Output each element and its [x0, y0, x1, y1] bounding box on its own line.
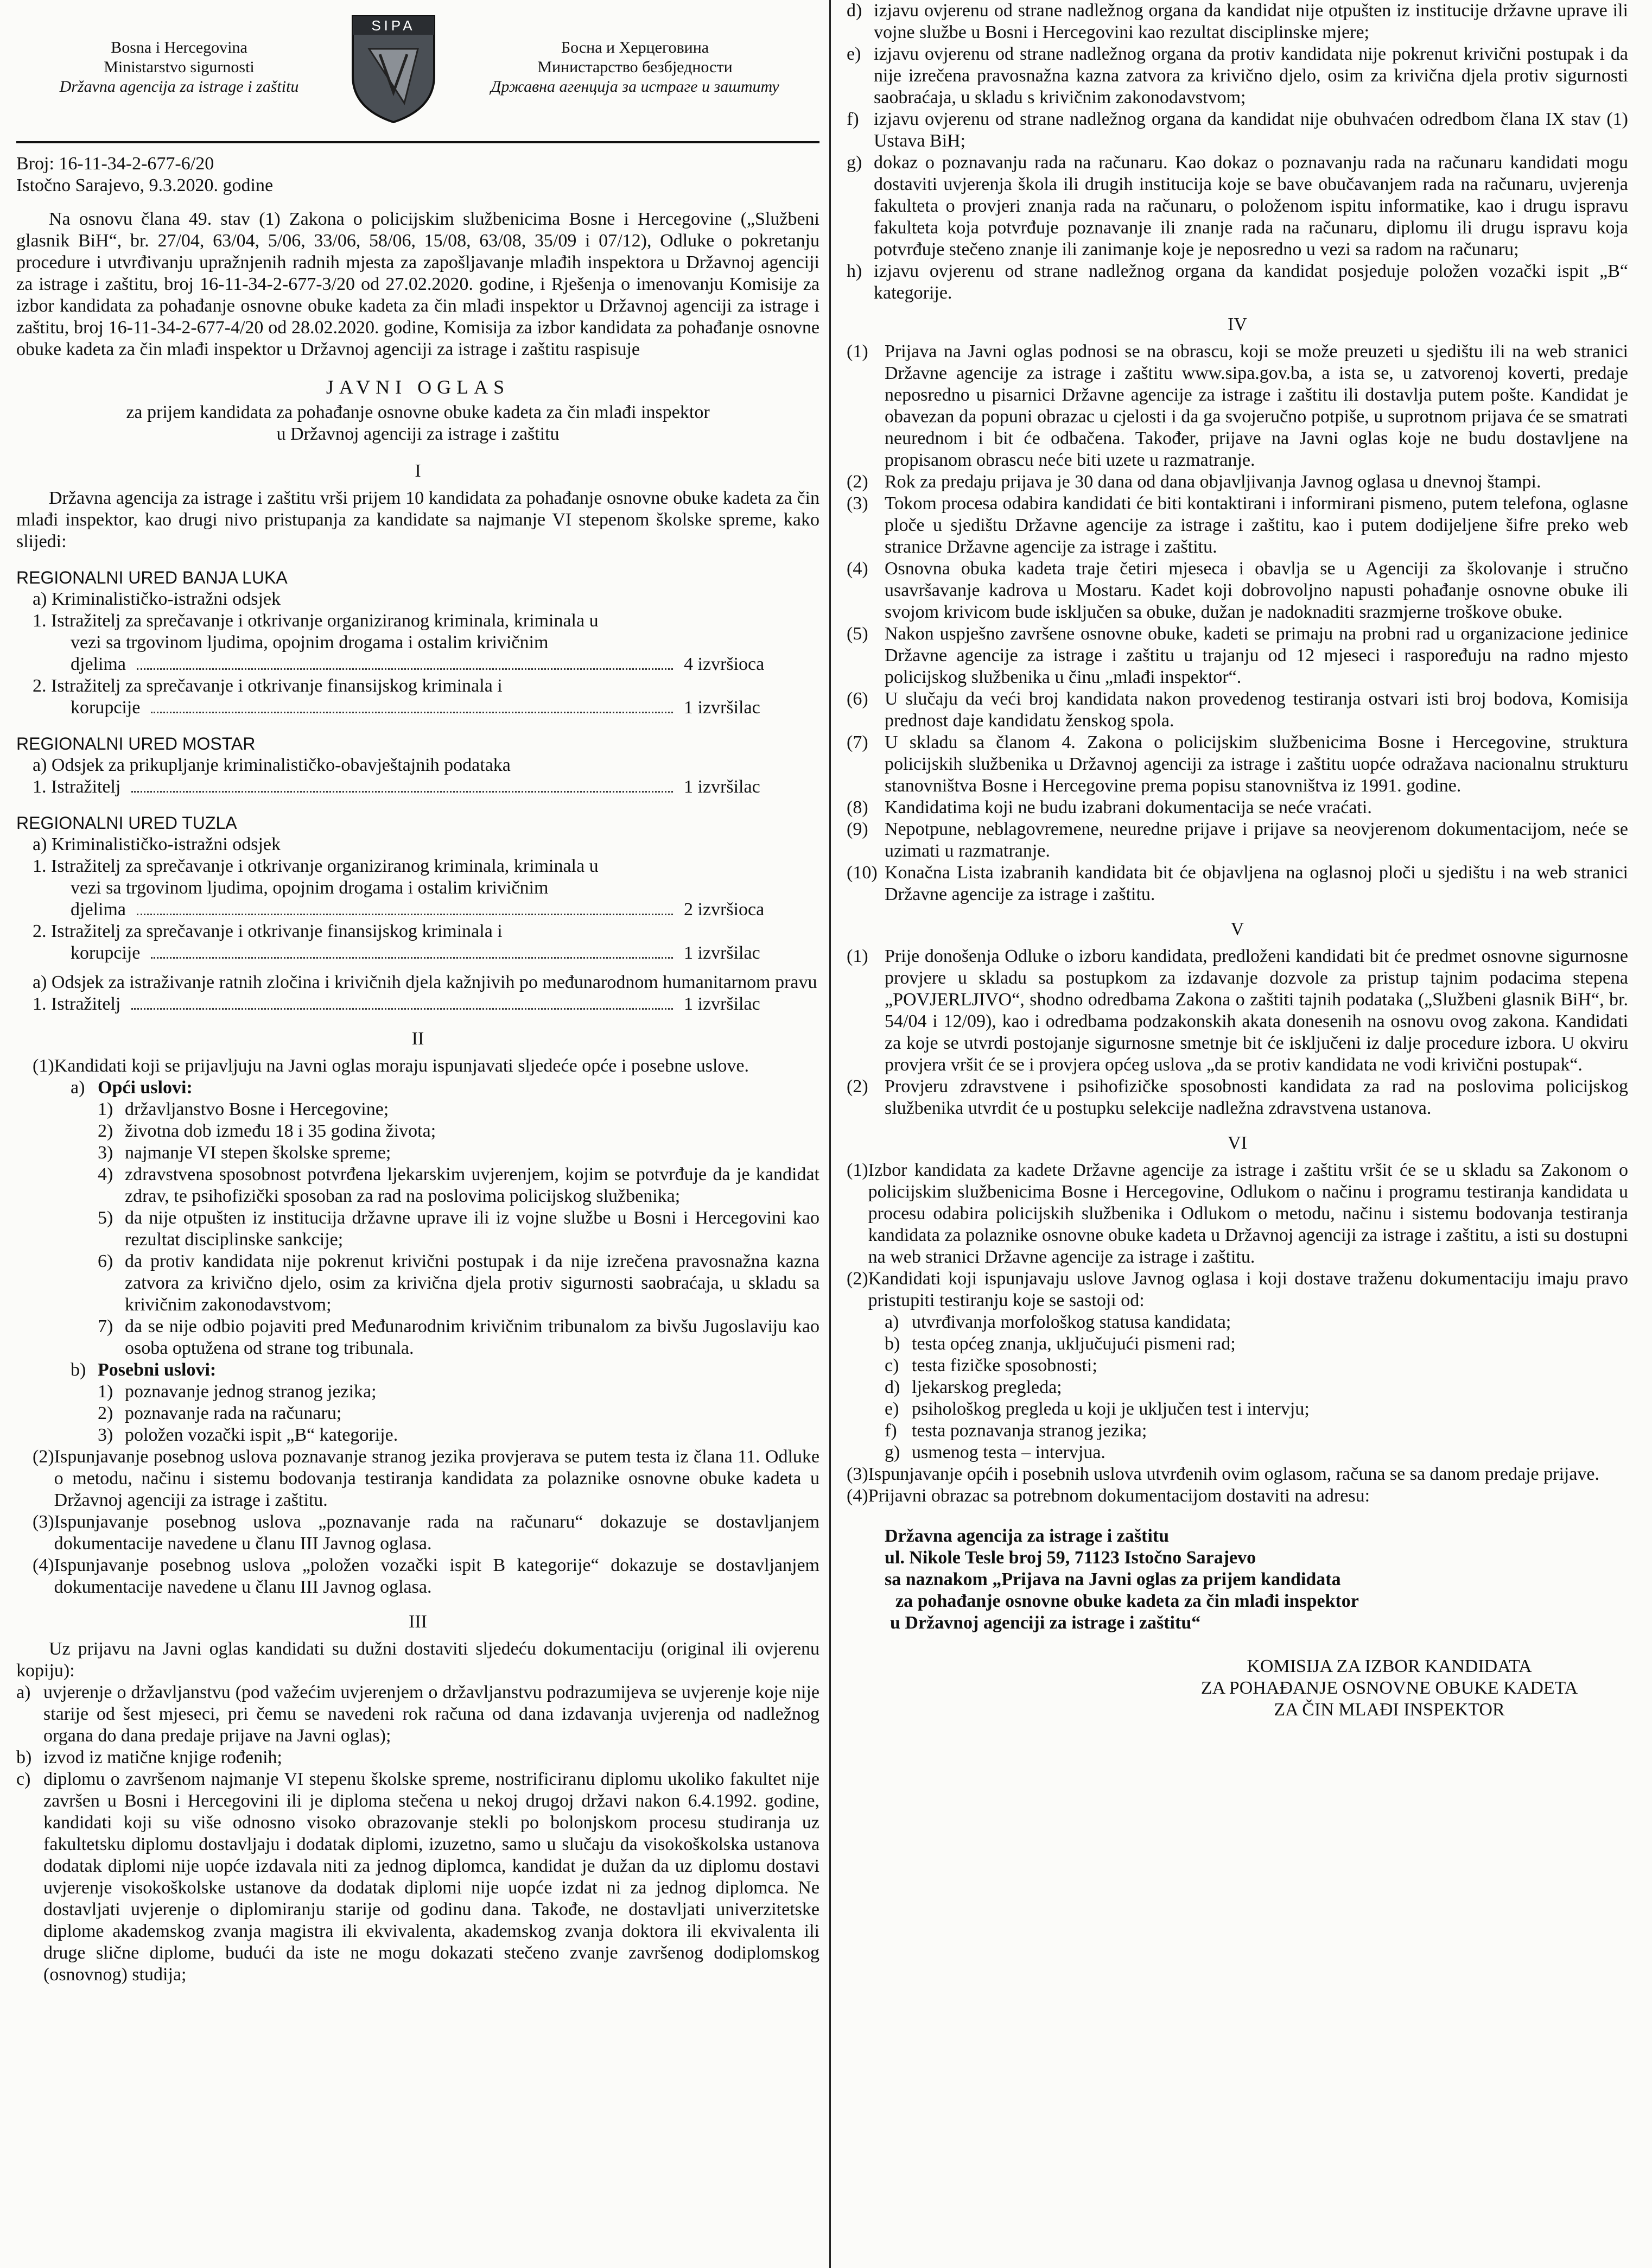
general-conditions-list: [16, 1099, 819, 1359]
general-conditions-heading: a) Opći uslovi:: [71, 1078, 193, 1098]
position-quantity-row: djelima 2 izvršioca: [71, 899, 765, 920]
letterhead-rule: [16, 141, 819, 143]
test-item: f) testa poznavanja stranog jezika;: [885, 1421, 1147, 1441]
numbered-paragraph: (3) Ispunjavanje općih i posebnih uslova utvrđenih ovim oglasom, računa se sa danom predaje prijave.: [847, 1464, 1600, 1484]
position-line: vezi sa trgovinom ljudima, opojnim drogama i ostalim krivičnim: [71, 632, 549, 652]
mailing-address: Državna agencija za istrage i zaštitu ul. Nikole Tesle broj 59, 71123 Istočno Sarajevo sa naznakom „Prijava na Javni oglas za prijem kandidata za pohađanje osnovne obuke kadeta za čin mlađi inspektor u Državnoj agenciji za istrage i zaštitu“: [885, 1526, 1359, 1633]
position-quantity-row: korupcije 1 izvršilac: [71, 698, 760, 718]
position-line: 2. Istražitelj za sprečavanje i otkrivanje finansijskog kriminala i: [33, 921, 503, 941]
right-column: [847, 0, 1628, 2268]
signature-block: KOMISIJA ZA IZBOR KANDIDATA ZA POHAĐANJE OSNOVNE OBUKE KADETA ZA ČIN MLAĐI INSPEKTOR: [1200, 1656, 1578, 1720]
position-quantity-row: 1. Istražitelj 1 izvršilac: [33, 994, 760, 1014]
rule-item: (7) U skladu sa članom 4. Zakona o policijskim službenicima Bosne i Hercegovine, struktura policijskih službenika u Državnoj agenciji za istrage i zaštitu uopće odražava nacionalnu strukturu stanovništva Bosne i Hercegovine prema popisu stanovništva iz 1991. godine.: [847, 732, 1628, 796]
numbered-paragraph: (1) Izbor kandidata za kadete Državne agencije za istrage i zaštitu vršit će se u skladu sa Zakonom o policijskim službenicima Bosne i Hercegovine, Odlukom o načinu i programu testiranja kandidata u procesu odabira policijskih službenika i Odlukom o metodu, načinu i sistemu bodovanja testiranja kandidata za polaznike osnovne obuke kadeta u Državnoj agenciji za istrage i zaštitu, a isti su dostupni na web stranici Državne agencije za istrage i zaštitu.: [847, 1160, 1628, 1267]
section-iii-intro: Uz prijavu na Javni oglas kandidati su dužni dostaviti sljedeću dokumentaciju (original ili ovjerenu kopiju):: [16, 1639, 819, 1681]
documents-list: [16, 1682, 819, 1986]
security-check-list: [847, 946, 1628, 1119]
document-item: f) izjavu ovjerenu od strane nadležnog organa da kandidat nije obuhvaćen odredbom člana IX stav (1) Ustava BiH;: [847, 109, 1628, 151]
letterhead-cyrillic: Босна и Херцеговина Министарство безбједности Државна агенција за истраге и заштиту: [491, 39, 779, 96]
section-heading-ii: II: [411, 1029, 424, 1049]
numbered-paragraph: (2) Kandidati koji ispunjavaju uslove Javnog oglasa i koji dostave traženu dokumentaciju imaju pravo pristupiti testiranju koje se sastoji od:: [847, 1269, 1628, 1310]
letterhead: [16, 0, 819, 141]
test-item: d) ljekarskog pregleda;: [885, 1377, 1062, 1397]
department-line: a) Kriminalističko-istražni odsjek: [33, 589, 281, 609]
tests-list: [847, 1312, 1628, 1464]
special-conditions-heading: b) Posebni uslovi:: [71, 1360, 217, 1380]
rule-item: (5) Nakon uspješno završene osnovne obuke, kadeti se primaju na probni rad u organizacione jedinice Državne agencije za istrage i zaštitu u trajanju od 12 mjeseci i raspoređuju na radno mjesto policijskog službenika u činu „mlađi inspektor“.: [847, 624, 1628, 687]
numbered-paragraph: (4) Ispunjavanje posebnog uslova „položen vozački ispit B kategorije“ dokazuje se dostavljanjem dokumentacije navedene u članu III Javnog oglasa.: [33, 1555, 819, 1597]
general-condition-item: 5) da nije otpušten iz institucija državne uprave ili iz vojne službe u Bosni i Hercegovini kao rezultat disciplinske sankcije;: [98, 1208, 819, 1250]
test-item: a) utvrđivanja morfološkog statusa kandidata;: [885, 1312, 1231, 1332]
position-line: vezi sa trgovinom ljudima, opojnim drogama i ostalim krivičnim: [71, 878, 549, 898]
document-item: b) izvod iz matične knjige rođenih;: [16, 1747, 282, 1767]
special-condition-item: 2) poznavanje rada na računaru;: [98, 1403, 342, 1423]
application-rules-list: [847, 341, 1628, 905]
department-line: a) Odsjek za istraživanje ratnih zločina i krivičnih djela kažnjivih po međunarodnom humanitarnom pravu: [33, 972, 817, 992]
place-date: Istočno Sarajevo, 9.3.2020. godine: [16, 175, 274, 195]
special-condition-item: 1) poznavanje jednog stranog jezika;: [98, 1382, 377, 1402]
general-condition-item: 4) zdravstvena sposobnost potvrđena ljekarskim uvjerenjem, kojim se potvrđuje da je kandidat zdrav, te psihofizički sposoban za rad na poslovima policijskog službenika;: [98, 1164, 819, 1206]
document-item: a) uvjerenje o državljanstvu (pod važećim uvjerenjem o državljanstvu podrazumijeva se uvjerenje koje nije starije od šest mjeseci, pri čemu se navedeni rok računa od dana izdavanja uvjerenja od nadležnog organa do dana predaje prijave na Javni oglas);: [16, 1682, 819, 1746]
notice-subtitle-1: za prijem kandidata za pohađanje osnovne obuke kadeta za čin mlađi inspektor: [126, 402, 710, 422]
test-item: b) testa općeg znanja, uključujući pismeni rad;: [885, 1334, 1236, 1354]
numbered-paragraph: (4) Prijavni obrazac sa potrebnom dokumentacijom dostaviti na adresu:: [847, 1486, 1370, 1506]
region-tuzla: REGIONALNI URED TUZLA: [16, 813, 237, 833]
numbered-paragraph: (1) Kandidati koji se prijavljuju na Javni oglas moraju ispunjavati sljedeće opće i posebne uslove.: [33, 1056, 749, 1076]
security-item: (2) Provjeru zdravstvene i psihofizičke sposobnosti kandidata za rad na poslovima policijskog službenika utvrdit će u postupku selekcije nadležna zdravstvena ustanova.: [847, 1076, 1628, 1118]
department-line: a) Kriminalističko-istražni odsjek: [33, 834, 281, 854]
position-quantity-row: 1. Istražitelj 1 izvršilac: [33, 777, 760, 797]
document-item: g) dokaz o poznavanju rada na računaru. Kao dokaz o poznavanju rada na računaru kandidati mogu dostaviti uvjerenja škola ili drugih institucija koje se bave obučavanjem rada na računaru, uvjerenja fakulteta o provjeri znanja rada na računaru, o položenom ispitu informatike, kao i drugu ispravu fakulteta koja potvrđuje poznavanje ili znanje rada na računaru, diplomu ili drugu ispravu koja potvrđuje stečeno znanje ili zanimanje koje je neposredno u vezi sa radom na računaru;: [847, 153, 1628, 259]
region-banja-luka: REGIONALNI URED BANJA LUKA: [16, 568, 288, 587]
letterhead-latin: Bosna i Hercegovina Ministarstvo sigurnosti Državna agencija za istrage i zaštitu: [59, 39, 299, 96]
rule-item: (2) Rok za predaju prijava je 30 dana od dana objavljivanja Javnog oglasa u dnevnoj štampi.: [847, 472, 1541, 492]
section-heading-v: V: [1230, 919, 1244, 939]
general-condition-item: 3) najmanje VI stepen školske spreme;: [98, 1143, 391, 1163]
position-line: 2. Istražitelj za sprečavanje i otkrivanje finansijskog kriminala i: [33, 676, 503, 696]
section-i-text: Državna agencija za istrage i zaštitu vrši prijem 10 kandidata za pohađanje osnovne obuke kadeta za čin mlađi inspektor, kao drugi nivo pristupanja za kandidate sa najmanje VI stepenom školske spreme, kako slijedi:: [16, 488, 819, 552]
general-condition-item: 1) državljanstvo Bosne i Hercegovine;: [98, 1099, 389, 1119]
numbered-paragraph: (3) Ispunjavanje posebnog uslova „poznavanje rada na računaru“ dokazuje se dostavljanjem dokumentacije navedene u članu III Javnog oglasa.: [33, 1512, 819, 1554]
rule-item: (8) Kandidatima koji ne budu izabrani dokumentacija se neće vraćati.: [847, 797, 1372, 818]
test-item: g) usmenog testa – intervjua.: [885, 1442, 1105, 1462]
document-item: c) diplomu o završenom najmanje VI stepenu školske spreme, nostrificiranu diplomu ukoliko fakultet nije završen u Bosni i Hercegovini ili je diploma stečena u nekoj drugoj državi nakon 6.4.1992. godine, kandidati koji su više odnosno visoko obrazovanje stekli po bolonjskom procesu studiranja uz fakultetsku diplomu dostavljaju i dodatak diplomi, izuzetno, samo u slučaju da visokoškolska ustanova dodatak diplomi nije uopće izdavala niti za jednog diplomca, kandidat je dužan da uz diplomu dostavi uvjerenje visokoškolske ustanove da dodatak diplomi nije uopće izdat ni za jednog diplomca. Ne dostavljati uvjerenje o diplomiranju starije od godinu dana. Takođe, ne dostavljati univerzitetske diplome akademskog zvanja magistra ili ekvivalenta, akademskog zvanja doktora ili ekvivalenta ili druge slične diplome, budući da iste ne mogu dokazati stečeno zvanje završenog dodiplomskog (osnovnog) studija;: [16, 1769, 819, 1985]
rule-item: (3) Tokom procesa odabira kandidati će biti kontaktirani i informirani pismeno, putem telefona, oglasne ploče u sjedištu Državne agencije za istrage i zaštitu, kao i putem dodijeljene šifre preko web stranice Državne agencije za istrage i zaštitu.: [847, 493, 1628, 557]
rule-item: (4) Osnovna obuka kadeta traje četiri mjeseca i obavlja se u Agenciji za školovanje i stručno usavršavanje kadrova u Mostaru. Kadet koji dobrovoljno napusti pohađanje osnovne obuke ili svojom krivicom bude isključen sa obuke, dužan je nadoknaditi srazmjerne troškove obuke.: [847, 559, 1628, 622]
intro-paragraph: Na osnovu člana 49. stav (1) Zakona o policijskim službenicima Bosne i Hercegovine („Službeni glasnik BiH“, br. 27/04, 63/04, 5/06, 33/06, 58/06, 15/08, 63/08, 35/09 i 07/12), Odluke o pokretanju procedure i utvrđivanju upražnjenih radnih mjesta za zapošljavanje mlađih inspektora u Državnoj agenciji za istrage i zaštitu, broj 16-11-34-2-677-3/20 od 27.02.2020. godine, i Rješenja o imenovanju Komisije za izbor kandidata za pohađanje osnovne obuke kadeta za čin mlađi inspektor u Državnoj agenciji za istrage i zaštitu, broj 16-11-34-2-677-4/20 od 28.02.2020. godine, Komisija za izbor kandidata za pohađanje osnovne obuke kadeta za čin mlađi inspektor u Državnoj agenciji za istrage i zaštitu raspisuje: [16, 209, 819, 359]
security-item: (1) Prije donošenja Odluke o izboru kandidata, predloženi kandidati bit će predmet osnovne sigurnosne provjere u skladu sa postupkom za izdavanje dozvole za pristup tajnim podacima stepena „POVJERLJIVO“, shodno odredbama Zakona o zaštiti tajnih podataka („Službeni glasnik BiH“, br. 54/04 i 12/09), kao i odredbama podzakonskih akata donesenih na osnovu ovog zakona. Kandidati za koje se utvrdi postojanje sigurnosne smetnje bit će isključeni iz dalje procedure izbora. U okviru provjera vršit će se i provjera općeg uslova „da se protiv kandidata ne vodi krivični postupak“.: [847, 946, 1628, 1075]
section-heading-vi: VI: [1228, 1133, 1247, 1153]
reference-number: Broj: 16-11-34-2-677-6/20: [16, 154, 214, 174]
test-item: c) testa fizičke sposobnosti;: [885, 1355, 1097, 1376]
numbered-paragraph: (2) Ispunjavanje posebnog uslova poznavanje stranog jezika provjerava se putem testa iz člana 11. Odluke o metodu, načinu i sistemu bodovanja testiranja kandidata za polaznike osnovne obuke kadeta u Državnoj agenciji za istrage i zaštitu.: [33, 1447, 819, 1510]
left-column: [16, 0, 819, 2268]
sipa-emblem-icon: [347, 11, 440, 125]
region-mostar: REGIONALNI URED MOSTAR: [16, 734, 256, 753]
rule-item: (9) Nepotpune, neblagovremene, neuredne prijave i prijave sa neovjerenom dokumentacijom, neće se uzimati u razmatranje.: [847, 819, 1628, 861]
rule-item: (6) U slučaju da veći broj kandidata nakon provedenog testiranja ostvari isti broj bodova, Komisija prednost daje kandidatu ženskog spola.: [847, 689, 1628, 731]
document-item: d) izjavu ovjerenu od strane nadležnog organa da kandidat nije otpušten iz institucije državne uprave ili vojne službe u Bosni i Hercegovini kao rezultat disciplinske mjere;: [847, 1, 1628, 42]
section-heading-iv: IV: [1228, 314, 1247, 334]
section-heading-iii: III: [409, 1612, 427, 1632]
emblem-text: SIPA: [371, 17, 416, 34]
test-item: e) psihološkog pregleda u koji je uključen test i intervju;: [885, 1399, 1310, 1419]
notice-title: JAVNI OGLAS: [326, 376, 510, 398]
general-condition-item: 7) da se nije odbio pojaviti pred Međunarodnim krivičnim tribunalom za bivšu Jugoslaviju kao osoba optužena od strane tog tribunala.: [98, 1316, 819, 1358]
special-conditions-list: [16, 1381, 819, 1446]
special-condition-item: 3) položen vozački ispit „B“ kategorije.: [98, 1425, 398, 1445]
documents-list-continued: [847, 0, 1628, 304]
rule-item: (10) Konačna Lista izabranih kandidata bit će objavljena na oglasnoj ploči u sjedištu i na web stranici Državne agencije za istrage i zaštitu.: [847, 863, 1628, 904]
general-condition-item: 6) da protiv kandidata nije pokrenut krivični postupak i da nije izrečena pravosnažna kazna zatvora za krivično djelo, osim za krivična djela protiv sigurnosti saobraćaja, u skladu sa krivičnim zakonodavstvom;: [98, 1251, 819, 1315]
document-item: h) izjavu ovjerenu od strane nadležnog organa da kandidat posjeduje položen vozački ispit „B“ kategorije.: [847, 261, 1628, 303]
position-line: 1. Istražitelj za sprečavanje i otkrivanje organiziranog kriminala, kriminala u: [33, 856, 599, 876]
position-quantity-row: korupcije 1 izvršilac: [71, 943, 760, 963]
rule-item: (1) Prijava na Javni oglas podnosi se na obrascu, koji se može preuzeti u sjedištu ili na web stranici Državne agencije za istrage i zaštitu www.sipa.gov.ba, a ista se, u zatvorenoj koverti, predaje neposredno u pisarnici Državne agencije za istrage i zaštitu ili dostavlja putem pošte. Kandidat je obavezan da popuni obrazac u cjelosti i da ga svojeručno potpiše, u suprotnom prijava će se smatrati neurednom i bit će odbačena. Također, prijave na Javni oglas koje ne budu dostavljene na propisanom obrascu neće biti uzete u razmatranje.: [847, 341, 1628, 470]
notice-subtitle-2: u Državnoj agenciji za istrage i zaštitu: [276, 424, 560, 444]
section-heading-i: I: [415, 461, 421, 481]
column-divider: [829, 0, 831, 2268]
position-quantity-row: djelima 4 izvršioca: [71, 654, 765, 674]
position-line: 1. Istražitelj za sprečavanje i otkrivanje organiziranog kriminala, kriminala u: [33, 611, 599, 631]
department-line: a) Odsjek za prikupljanje kriminalističko-obavještajnih podataka: [33, 755, 511, 775]
document-item: e) izjavu ovjerenu od strane nadležnog organa da protiv kandidata nije pokrenut krivični postupak i da nije izrečena pravosnažna kazna zatvora za krivično djelo, osim za krivična djela protiv sigurnosti saobraćaja, u skladu s krivičnim zakonodavstvom;: [847, 44, 1628, 107]
general-condition-item: 2) životna dob između 18 i 35 godina života;: [98, 1121, 436, 1141]
